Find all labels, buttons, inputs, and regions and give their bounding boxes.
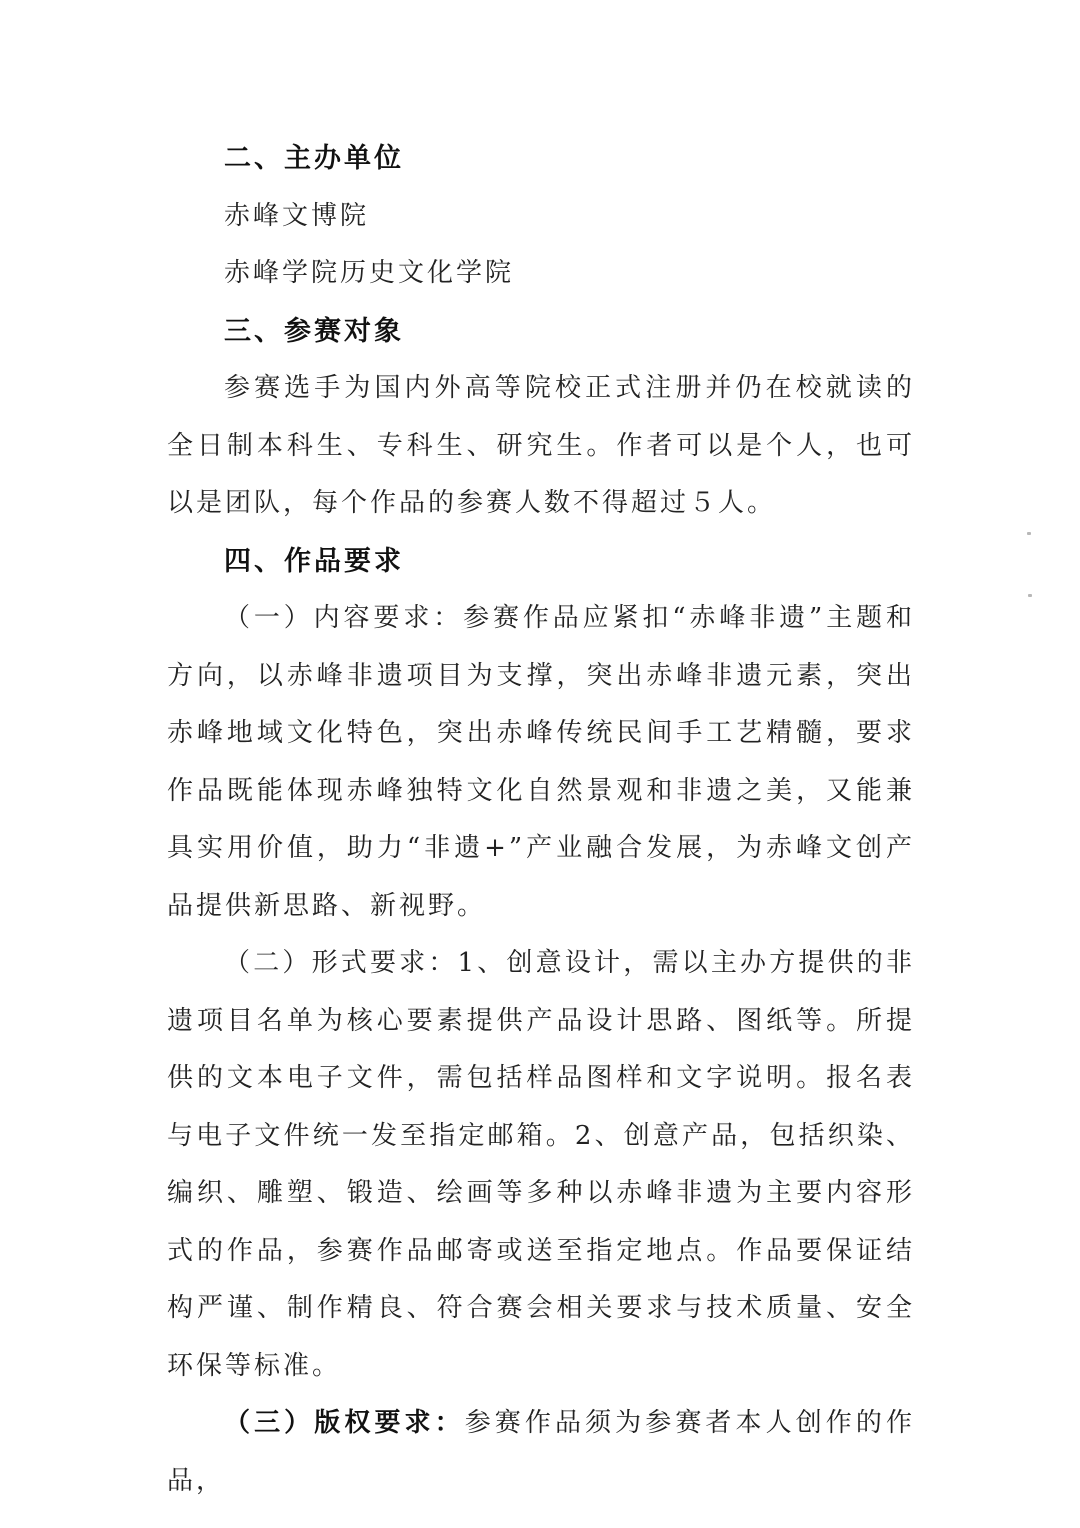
document-body [167,130,915,1510]
participants-paragraph: 参赛选手为国内外高等院校正式注册并仍在校就读的全日制本科生、专科生、研究生。作者可以是个人，也可以是团队，每个作品的参赛人数不得超过５人。 [167,373,915,518]
copyright-requirement-label: （三）版权要求： [224,1408,465,1438]
section-heading-organizers: 二、主办单位 [224,143,404,174]
copyright-requirement-text: 参赛作品须为参赛者本人创作的作品， [167,1408,915,1496]
section-heading-requirements: 四、作品要求 [224,545,404,577]
form-requirement-text: 1、创意设计，需以主办方提供的非遗项目名单为核心要素提供产品设计思路、图纸等。所提供的文本电子文件，需包括样品图样和文字说明。报名表与电子文件统一发至指定邮箱。2、创意产品，包括织染、编织、雕塑、锻造、绘画等多种以赤峰非遗为主要内容形式的作品，参赛作品邮寄或送至指定地点。作品要保证结构严谨、制作精良、符合赛会相关要求与技术质量、安全环保等标准。 [167,948,915,1381]
form-requirement-label: （二）形式要求： [224,948,458,978]
content-requirement-text: 参赛作品应紧扣“赤峰非遗”主题和方向，以赤峰非遗项目为支撑，突出赤峰非遗元素，突出赤峰地域文化特色，突出赤峰传统民间手工艺精髓，要求作品既能体现赤峰独特文化自然景观和非遗之美，又能兼具实用价值，助力“非遗+”产业融合发展，为赤峰文创产品提供新思路、新视野。 [167,603,915,921]
organizer-item: 赤峰学院历史文化学院 [224,258,515,288]
scan-speck [1028,594,1032,597]
copyright-requirement-paragraph [167,1395,915,1510]
organizer-item: 赤峰文博院 [224,200,370,231]
content-requirement-label: （一）内容要求： [224,603,464,633]
content-requirement-paragraph [167,590,915,935]
scan-speck [1027,532,1031,535]
form-requirement-paragraph [167,935,915,1395]
section-heading-participants: 三、参赛对象 [224,315,404,347]
